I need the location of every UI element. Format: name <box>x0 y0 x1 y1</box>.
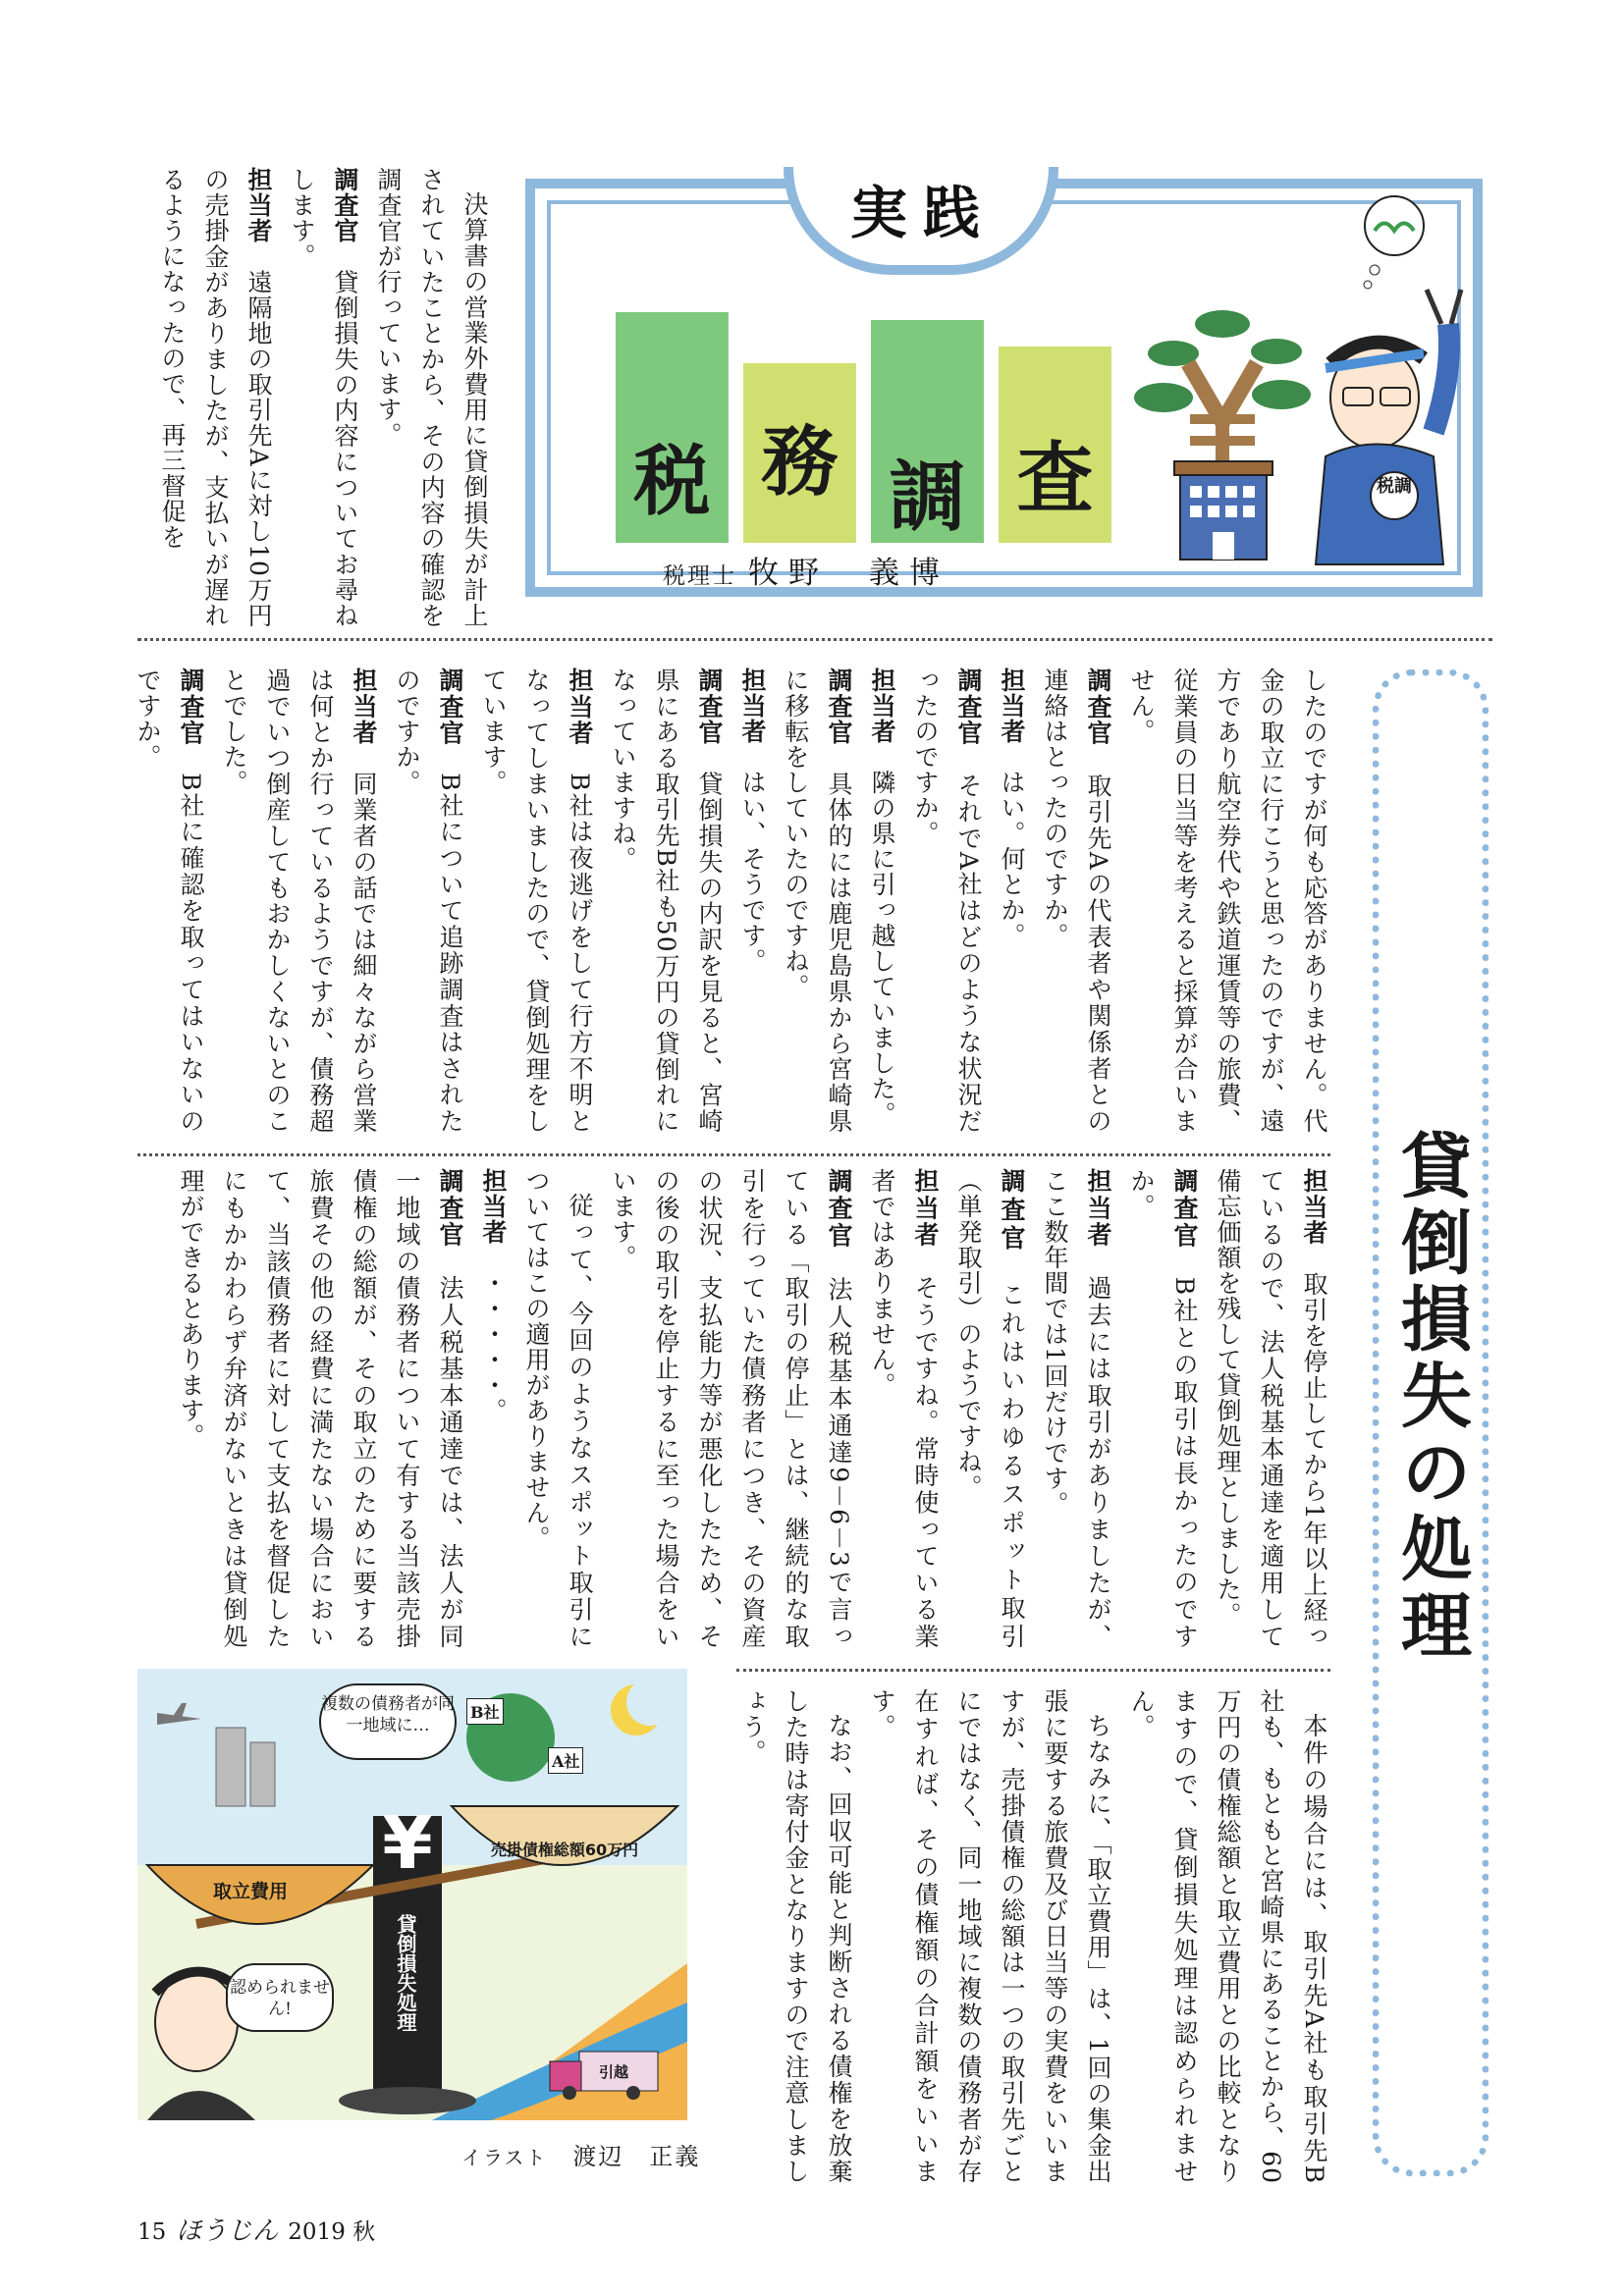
credit-name: 渡辺 正義 <box>572 2143 701 2170</box>
paragraph: 本件の場合には、取引先A社も取引先B社も、もともと宮崎県にあることから、60万円の債権総額と取立費用との比較となりますので、貸倒損失処理は認められません。 <box>1127 1688 1328 2184</box>
series-bar-2: 務 <box>743 363 856 543</box>
speaker-label: 調査官 <box>1170 1168 1199 1251</box>
dialogue-line: 調査官B社について追跡調査はされたのですか。 <box>393 667 464 1135</box>
article-column-3 <box>137 1168 1335 1649</box>
speaker-label: 調査官 <box>954 667 983 747</box>
dialogue-line: 担当者B社は夜逃げをして行方不明となってしまいましたので、貸倒処理をしています。 <box>479 667 594 1135</box>
bonsai-tree-icon <box>1134 310 1311 471</box>
speaker-label: 調査官 <box>436 1168 464 1249</box>
dialogue-line: 調査官これはいわゆるスポット取引（単発取引）のようですね。 <box>954 1168 1026 1649</box>
dialogue-line: 調査官B社に確認を取ってはいないのですか。 <box>134 667 205 1135</box>
issue-season: 秋 <box>352 2219 376 2245</box>
author-name: 牧野 義博 <box>748 556 949 591</box>
office-building-icon <box>1174 461 1272 560</box>
series-bar-1: 税 <box>616 312 729 543</box>
dialogue-line: 担当者取引を停止してから1年以上経っているので、法人税基本通達を適用して備忘価額を残して貸倒処理としました。 <box>1214 1168 1328 1650</box>
series-bar-4: 査 <box>999 347 1111 543</box>
dialogue-line: 調査官それでA社はどのような状況だったのですか。 <box>911 667 983 1135</box>
speaker-label: 調査官 <box>331 167 359 244</box>
speaker-label: 担当者 <box>1300 1168 1328 1246</box>
header-banner <box>525 167 1492 607</box>
speaker-label: 調査官 <box>1084 667 1112 747</box>
speaker-label: 担当者 <box>244 167 273 244</box>
dialogue-line: 担当者遠隔地の取引先Aに対し10万円の売掛金がありましたが、支払いが遅れるようになったので、再三督促を <box>158 167 273 629</box>
speaker-label: 調査官 <box>177 667 205 747</box>
speaker-label: 担当者 <box>566 667 594 747</box>
article-column-2 <box>134 667 1335 1135</box>
dialogue-line: 担当者・・・・・。 <box>479 1168 508 1423</box>
page-number: 15 <box>137 2219 167 2245</box>
right-pan-label: 売掛債権総額60万円 <box>490 1841 639 1859</box>
banner-kicker: 実践 <box>849 180 996 246</box>
left-pan-label: 取立費用 <box>212 1881 288 1902</box>
speaker-label: 担当者 <box>998 667 1026 744</box>
dialogue-line: 担当者はい。何とか。 <box>998 667 1026 948</box>
speaker-label: 担当者 <box>911 1168 940 1249</box>
dialogue-line: 調査官取引先Aの代表者や関係者との連絡はとったのですか。 <box>1041 667 1112 1135</box>
dialogue-line: 調査官法人税基本通達では、法人が同一地域の債務者について有する当該売掛債権の総額が、その取立のために要する旅費その他の経費に満たない場合において、当該債務者に対して支払を督促したにもかかわらず弁済がないときは貸倒処理ができるとあります。 <box>177 1168 464 1650</box>
paragraph: したのですが何も応答がありません。代金の取立に行こうと思ったのですが、遠方であり航空券代や鉄道運賃等の旅費、従業員の日当等を考えると採算が合いません。 <box>1127 667 1328 1134</box>
article-column-4 <box>736 1688 1335 2184</box>
speaker-label: 担当者 <box>868 667 896 744</box>
company-a-label: A社 <box>548 1747 583 1774</box>
header-illustration <box>1129 187 1468 579</box>
dialogue-line: 調査官貸倒損失の内訳を見ると、宮崎県にある取引先B社も50万円の貸倒れになっていますね。 <box>609 667 724 1135</box>
article-column-1 <box>137 167 496 628</box>
dialogue-line: 担当者隣の県に引っ越していました。 <box>868 667 896 1127</box>
author-role: 税理士 <box>663 563 736 589</box>
page-footer <box>137 2211 375 2247</box>
paragraph: 決算書の営業外費用に貸倒損失が計上されていたことから、その内容の確認を調査官が行っています。 <box>374 167 489 628</box>
speaker-label: 担当者 <box>479 1168 508 1245</box>
paragraph: なお、回収可能と判断される債権を放棄した時は寄付金となりますので注意しましょう。 <box>738 1688 853 2184</box>
speaker-label: 担当者 <box>350 667 378 746</box>
speaker-label: 調査官 <box>998 1168 1026 1254</box>
speech-bubble: 認められません! <box>226 1963 334 2032</box>
credit-label: イラスト <box>461 2146 548 2169</box>
dialogue-line: 担当者同業者の話では細々ながら営業は何とか行っているようですが、債務超過でいつ倒産してもおかしくないとのことでした。 <box>220 667 378 1135</box>
author-byline <box>663 548 949 592</box>
series-bar-3: 調 <box>871 320 984 543</box>
speaker-label: 調査官 <box>436 667 464 747</box>
thought-bubble: 複数の債務者が同一地域に… <box>319 1683 457 1760</box>
paragraph: 従って、今回のようなスポット取引についてはこの適用がありません。 <box>522 1168 594 1649</box>
separator-line <box>137 638 1492 641</box>
dialogue-line: 調査官貸倒損失の内容についてお尋ねします。 <box>288 167 359 629</box>
yen-symbol: ¥ <box>382 1801 433 1886</box>
scale-illustration <box>137 1669 687 2120</box>
dialogue-line: 調査官法人税基本通達9－6－3で言っている「取引の停止」とは、継続的な取引を行っていた債務者につき、その資産の状況、支払能力等が悪化したため、その後の取引を停止するに至った場合をいいます。 <box>609 1168 853 1650</box>
pillar-label: 貸倒損失処理 <box>394 1914 417 2032</box>
dialogue-line: 調査官B社との取引は長かったのですか。 <box>1127 1168 1199 1650</box>
issue-year: 2019 <box>288 2219 346 2245</box>
speaker-label: 担当者 <box>738 667 767 744</box>
dialogue-line: 担当者はい、そうです。 <box>738 667 767 974</box>
speaker-label: 調査官 <box>825 1168 853 1250</box>
inspector-character-icon <box>1316 196 1461 564</box>
company-b-label: B社 <box>466 1698 504 1725</box>
speaker-label: 調査官 <box>695 667 724 746</box>
separator-line <box>736 1669 1330 1672</box>
inspector-badge: 税調 <box>1377 476 1412 497</box>
truck-label: 引越 <box>599 2063 629 2081</box>
article-title: 貸倒損失の処理 <box>1389 1129 1472 1665</box>
dialogue-line: 担当者過去には取引がありましたが、ここ数年間では1回だけです。 <box>1041 1168 1112 1650</box>
separator-line <box>137 1153 1330 1156</box>
paragraph: ちなみに、「取立費用」は、1回の集金出張に要する旅費及び日当等の実費をいいますが、売掛債権の総額は一つの取引先ごとにではなく、同一地域に複数の債務者が存在すれば、その債権額の合計額をいいます。 <box>868 1688 1112 2185</box>
magazine-name: ほうじん <box>176 2216 279 2246</box>
speaker-label: 調査官 <box>825 667 853 746</box>
dialogue-line: 担当者そうですね。常時使っている業者ではありません。 <box>868 1168 940 1650</box>
dialogue-line: 調査官具体的には鹿児島県から宮崎県に移転をしていたのですね。 <box>782 667 853 1135</box>
speaker-label: 担当者 <box>1084 1168 1112 1249</box>
illustration-credit <box>461 2137 700 2171</box>
